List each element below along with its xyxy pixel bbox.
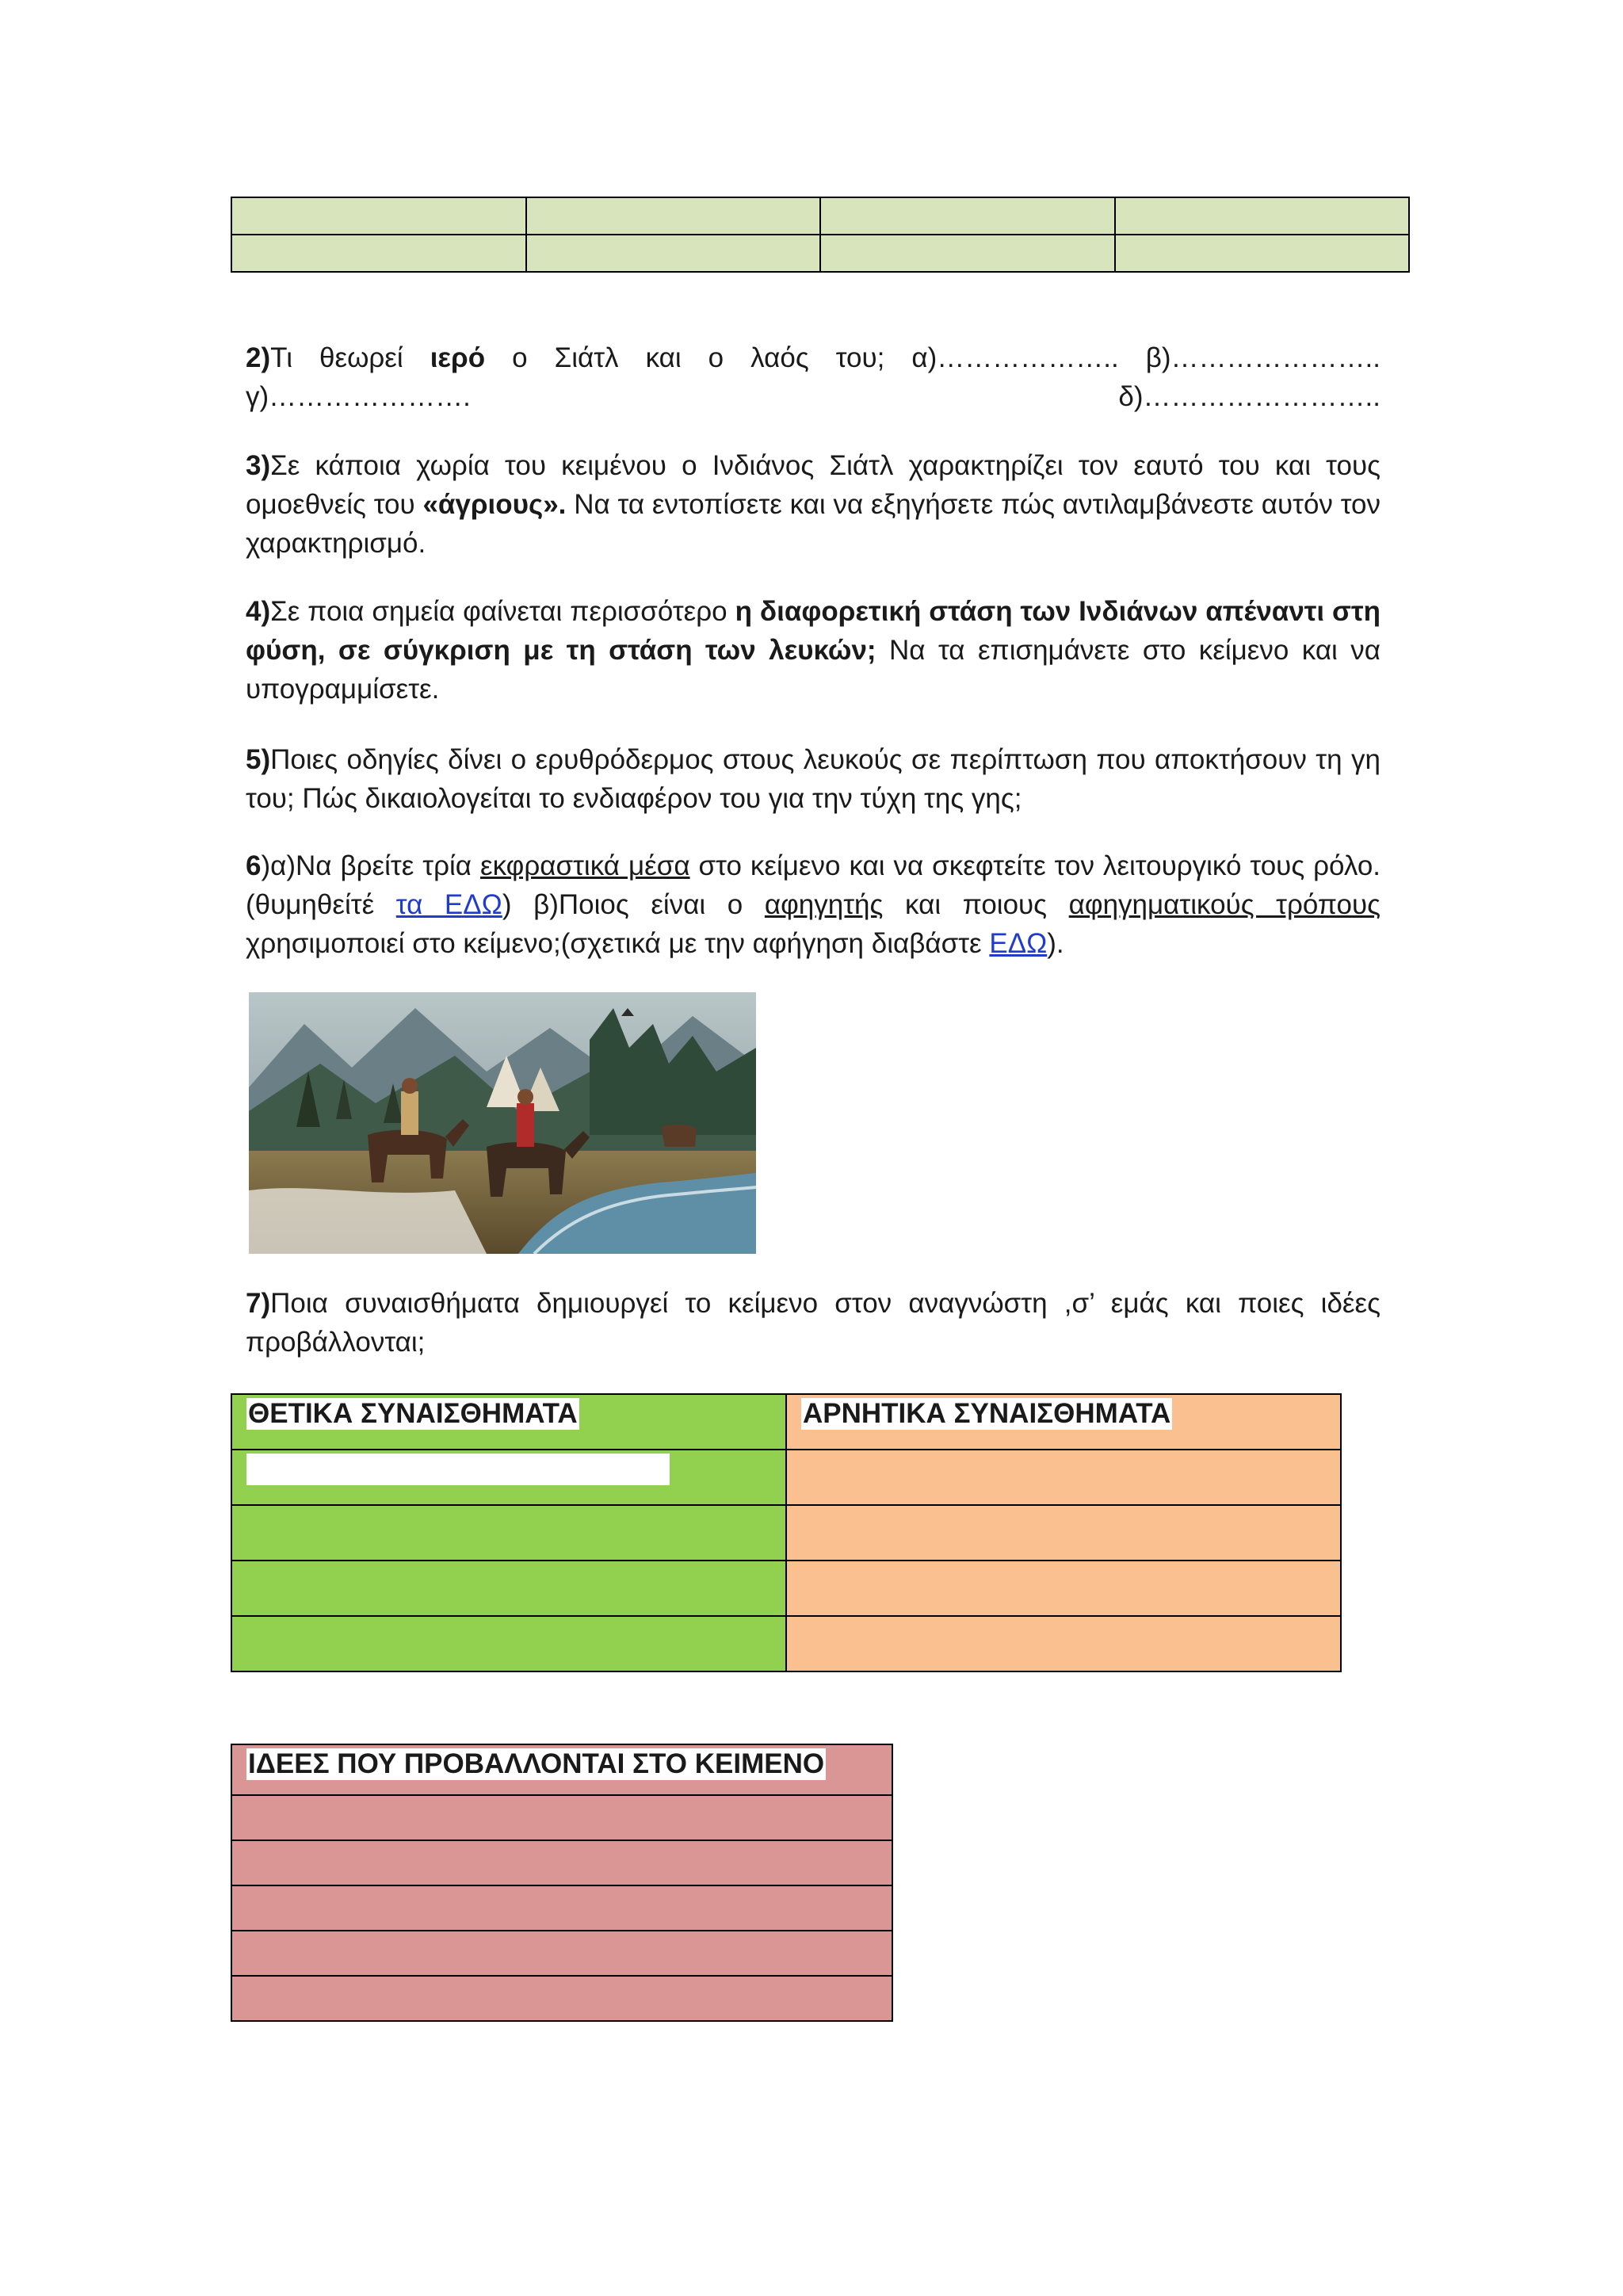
- link-edo-figures[interactable]: τα ΕΔΩ: [395, 889, 502, 920]
- table-row: [231, 235, 1409, 272]
- question-number: 5): [246, 744, 271, 775]
- question-text: χρησιμοποιεί στο κείμενο;(σχετικά με την αφήγηση διαβάστε: [246, 928, 990, 959]
- emphasis-text: ιερό: [430, 342, 486, 373]
- table-row: [231, 1795, 892, 1840]
- question-3: [246, 446, 1381, 563]
- question-number: 6: [246, 850, 262, 881]
- ideas-header-cell: [231, 1744, 892, 1795]
- table-cell[interactable]: [526, 197, 821, 235]
- table-header-row: [231, 1394, 1341, 1450]
- underlined-term: εκφραστικά μέσα: [479, 850, 690, 881]
- native-american-painting: [249, 992, 756, 1254]
- ideas-header: ΙΔΕΕΣ ΠΟΥ ΠΡΟΒΑΛΛΟΝΤΑΙ ΣΤΟ ΚΕΙΜΕΝΟ: [248, 1748, 825, 1779]
- negative-emotion-cell[interactable]: [786, 1561, 1341, 1616]
- question-text: και ποιους: [883, 889, 1069, 920]
- question-text: Σε κάποια χωρία του κειμένου ο Ινδιάνος Σιάτλ χαρακτηρίζει τον εαυτό του και τους ομοεθνείς του: [246, 450, 1381, 520]
- link-edo-narration[interactable]: ΕΔΩ: [989, 928, 1048, 959]
- table-row: [231, 1840, 892, 1885]
- question-text: Να τα επισημάνετε στο κείμενο και να υπογραμμίσετε.: [246, 635, 1381, 705]
- positive-emotion-cell[interactable]: [231, 1505, 786, 1561]
- question-text: Σε ποια σημεία φαίνεται περισσότερο: [270, 596, 735, 627]
- question-4: [246, 592, 1381, 709]
- underlined-term: αφηγητής: [764, 889, 884, 920]
- idea-cell[interactable]: [231, 1840, 892, 1885]
- table-row: [231, 1885, 892, 1931]
- table-cell[interactable]: [231, 197, 526, 235]
- emotions-table: [231, 1393, 1342, 1672]
- negative-emotion-cell[interactable]: [786, 1505, 1341, 1561]
- question-number: 4): [246, 596, 271, 627]
- table-cell[interactable]: [820, 197, 1115, 235]
- table-cell[interactable]: [526, 235, 821, 272]
- positive-emotion-cell[interactable]: [231, 1616, 786, 1671]
- idea-cell[interactable]: [231, 1931, 892, 1976]
- table-cell[interactable]: [820, 235, 1115, 272]
- table-row: [231, 1616, 1341, 1671]
- positive-header-cell: [231, 1394, 786, 1450]
- table-cell[interactable]: [231, 235, 526, 272]
- question-text: στο κείμενο και να σκεφτείτε τον λειτουργικό τους ρόλο.(θυμηθείτέ: [246, 850, 1381, 920]
- question-text: Τι θεωρεί: [270, 342, 430, 373]
- table-row: [231, 1505, 1341, 1561]
- text-input-field[interactable]: [246, 1454, 670, 1485]
- question-text: Ποια συναισθήματα δημιουργεί το κείμενο στον αναγνώστη ,σ’ εμάς και ποιες ιδέες προβάλλονται;: [246, 1288, 1381, 1358]
- positive-emotion-cell[interactable]: [231, 1561, 786, 1616]
- question-number: 2): [246, 342, 271, 373]
- question-text: ο Σιάτλ και ο λαός του; α)……………….. β)………………….. γ)…………………. δ)……………………..: [246, 342, 1381, 412]
- question-2: [246, 338, 1381, 416]
- table-cell[interactable]: [1115, 235, 1410, 272]
- emphasis-text: η διαφορετική στάση των Ινδιάνων απέναντι στη φύση, σε σύγκριση με τη στάση των λευκών;: [246, 596, 1381, 666]
- negative-header-cell: [786, 1394, 1341, 1450]
- table-cell[interactable]: [1115, 197, 1410, 235]
- idea-cell[interactable]: [231, 1976, 892, 2021]
- table-row: [231, 1976, 892, 2021]
- table-row: [231, 197, 1409, 235]
- question-text: ).: [1047, 928, 1064, 959]
- question-text: ) β)Ποιος είναι ο: [502, 889, 765, 920]
- negative-emotion-cell[interactable]: [786, 1616, 1341, 1671]
- negative-emotion-cell[interactable]: [786, 1450, 1341, 1505]
- table-header-row: [231, 1744, 892, 1795]
- table-row: [231, 1561, 1341, 1616]
- table-row: [231, 1450, 1341, 1505]
- emphasis-text: «άγριους».: [422, 489, 567, 520]
- underlined-term: αφηγηματικούς τρόπους: [1068, 889, 1381, 920]
- question-text: Ποιες οδηγίες δίνει ο ερυθρόδερμος στους λευκούς σε περίπτωση που αποκτήσουν τη γη του; Πώς δικαιολογείται το ενδιαφέρον του για την τύχη της γης;: [246, 744, 1381, 814]
- answer-table-top: [231, 197, 1410, 273]
- question-number: 7): [246, 1288, 271, 1319]
- question-5: [246, 740, 1381, 818]
- question-text: )α)Να βρείτε τρία: [261, 850, 480, 881]
- question-6: [246, 846, 1381, 963]
- positive-emotion-cell[interactable]: [231, 1450, 786, 1505]
- question-7: [246, 1284, 1381, 1362]
- table-row: [231, 1931, 892, 1976]
- negative-emotions-header: ΑΡΝΗΤΙΚΑ ΣΥΝΑΙΣΘΗΜΑΤΑ: [803, 1398, 1171, 1429]
- idea-cell[interactable]: [231, 1795, 892, 1840]
- positive-emotions-header: ΘΕΤΙΚΑ ΣΥΝΑΙΣΘΗΜΑΤΑ: [248, 1398, 578, 1429]
- ideas-table: [231, 1744, 893, 2022]
- question-number: 3): [246, 450, 271, 481]
- question-text: Να τα εντοπίσετε και να εξηγήσετε πώς αντιλαμβάνεστε αυτόν τον χαρακτηρισμό.: [246, 489, 1381, 559]
- idea-cell[interactable]: [231, 1885, 892, 1931]
